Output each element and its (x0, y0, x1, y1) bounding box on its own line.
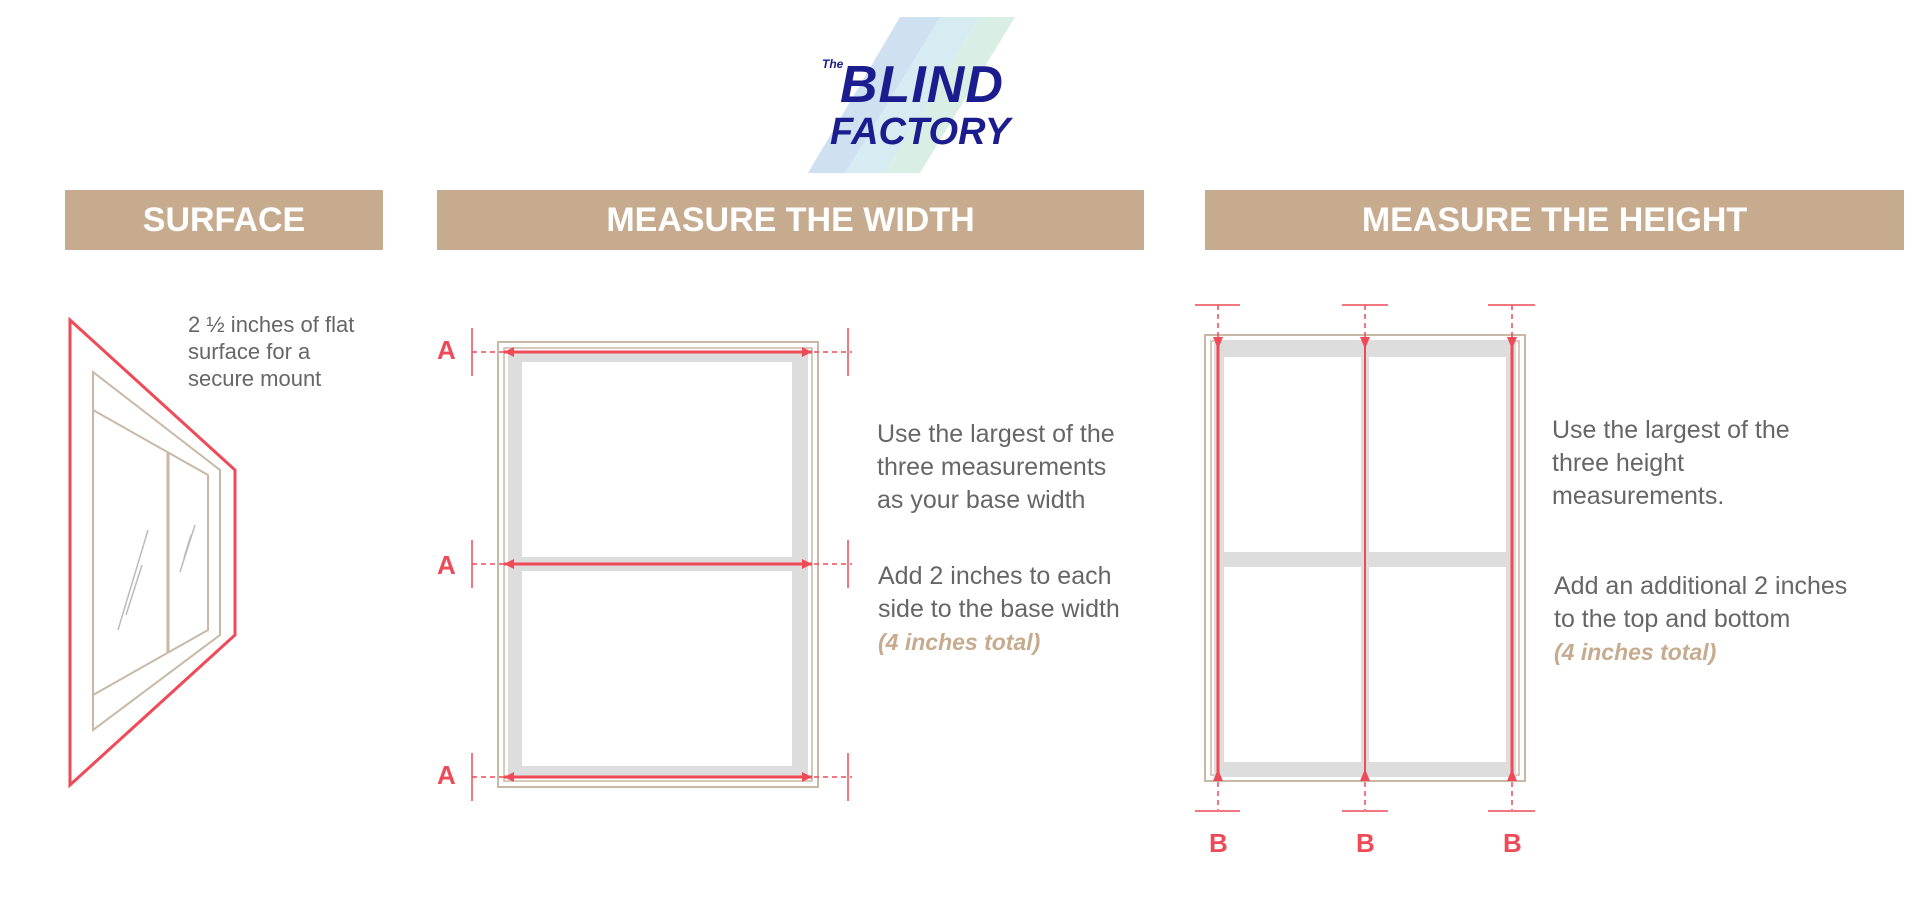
width-note-2-line: Add 2 inches to each (878, 562, 1112, 590)
height-marker-left: B (1209, 828, 1228, 858)
width-note-1-line: three measurements (877, 453, 1107, 481)
header-height (1205, 190, 1904, 250)
width-note-2 (878, 560, 1120, 659)
width-note-1-line: Use the largest of the (877, 420, 1115, 448)
width-marker-bottom: A (437, 760, 456, 790)
header-width (437, 190, 1144, 250)
surface-note-line: 2 ½ inches of flat (188, 312, 355, 337)
height-note-1 (1552, 414, 1790, 513)
width-note-1-line: as your base width (877, 486, 1086, 514)
width-window-diagram (420, 310, 880, 830)
header-surface-title: SURFACE (142, 200, 306, 239)
width-marker-top: A (437, 335, 456, 365)
brand-logo (800, 15, 1080, 175)
header-width-title: MEASURE THE WIDTH (606, 200, 975, 239)
header-surface (65, 190, 383, 250)
width-note-2-line: side to the base width (878, 595, 1120, 623)
height-note-2 (1554, 570, 1847, 669)
logo-line-1: BLIND (840, 56, 1004, 114)
surface-note (188, 311, 354, 392)
height-note-1-line: Use the largest of the (1552, 416, 1790, 444)
logo-small-text: The (822, 57, 844, 71)
height-marker-middle: B (1356, 828, 1375, 858)
width-note-1 (877, 418, 1115, 517)
surface-note-line: secure mount (188, 366, 322, 391)
surface-note-line: surface for a (188, 339, 311, 364)
height-marker-right: B (1503, 828, 1522, 858)
width-note-2-accent: (4 inches total) (878, 629, 1041, 655)
height-window-diagram (1190, 295, 1550, 858)
width-marker-middle: A (437, 550, 456, 580)
height-note-2-line: to the top and bottom (1554, 605, 1791, 633)
height-note-2-accent: (4 inches total) (1554, 639, 1717, 665)
height-note-1-line: measurements. (1552, 482, 1725, 510)
header-height-title: MEASURE THE HEIGHT (1361, 200, 1748, 239)
height-note-2-line: Add an additional 2 inches (1554, 572, 1848, 600)
logo-line-2: FACTORY (830, 111, 1011, 153)
height-note-1-line: three height (1552, 449, 1685, 477)
